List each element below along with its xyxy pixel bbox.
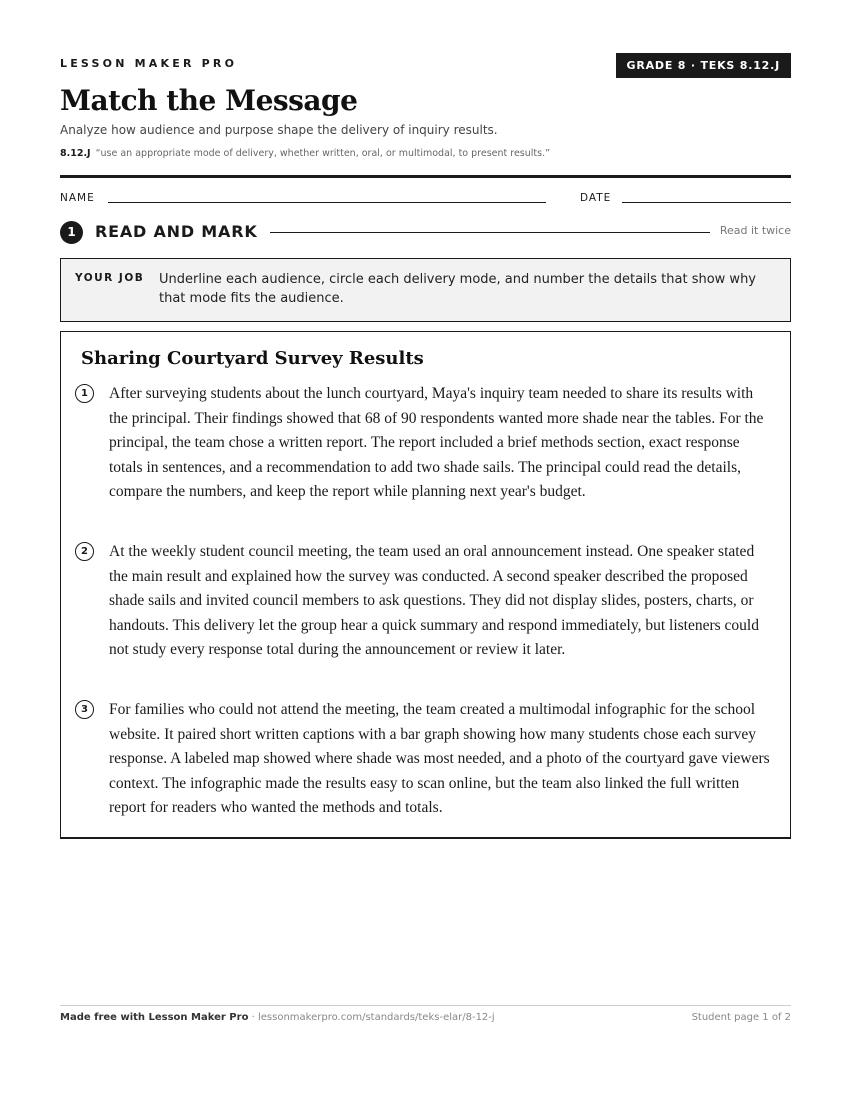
- section-title: READ AND MARK: [95, 222, 258, 241]
- paragraph-number-badge: 2: [75, 542, 94, 561]
- passage-box: [60, 331, 791, 839]
- section-title-rule: [270, 232, 710, 233]
- footer-page-number: Student page 1 of 2: [691, 1012, 791, 1023]
- paragraph-number-badge: 1: [75, 384, 94, 403]
- your-job-instructions: Underline each audience, circle each delivery mode, and number the details that show why that mode fits the audience.: [159, 272, 756, 306]
- standard-text: “use an appropriate mode of delivery, whether written, oral, or multimodal, to present results.”: [95, 148, 551, 159]
- your-job-label: YOUR JOB: [75, 272, 145, 284]
- grade-badge: GRADE 8 · TEKS 8.12.J: [616, 53, 791, 78]
- footer-separator: ·: [248, 1012, 258, 1023]
- name-label: NAME: [60, 192, 95, 204]
- footer-credit: [60, 1012, 495, 1023]
- footer-url-link[interactable]: lessonmakerpro.com/standards/teks-elar/8-12-j: [257, 1012, 495, 1023]
- name-field-line[interactable]: [108, 202, 546, 203]
- page-title: Match the Message: [60, 84, 358, 117]
- worksheet-page: [60, 0, 791, 1100]
- page-subtitle: Analyze how audience and purpose shape the delivery of inquiry results.: [60, 123, 498, 137]
- standard-line: [60, 148, 550, 159]
- footer-made-with: Made free with Lesson Maker Pro: [60, 1012, 249, 1023]
- brand-name: LESSON MAKER PRO: [60, 57, 238, 70]
- paragraph-text: For families who could not attend the meeting, the team created a multimodal infographic for the school website. It paired short written captions with a bar graph showing how many students chose each survey response. A labeled map showed where shade was most needed, and a photo of the courtyard gave viewers context. The infographic made the results easy to scan online, but the team also linked the full written report for readers who wanted the methods and totals.: [109, 701, 770, 817]
- section-note: Read it twice: [719, 224, 791, 237]
- your-job-box: [60, 258, 791, 322]
- section-number-badge: 1: [60, 221, 83, 244]
- standard-code: 8.12.J: [60, 148, 91, 159]
- passage-title: Sharing Courtyard Survey Results: [81, 348, 424, 369]
- paragraph-text: After surveying students about the lunch courtyard, Maya's inquiry team needed to share its results with the principal. Their findings showed that 68 of 90 respondents wanted more shade near the tables. For the principal, the team chose a written report. The report included a brief methods section, exact response totals in sentences, and a recommendation to add two shade sails. The principal could read the details, compare the numbers, and keep the report while planning next year's budget.: [109, 385, 764, 501]
- paragraph-number-badge: 3: [75, 700, 94, 719]
- date-label: DATE: [580, 192, 612, 204]
- date-field-line[interactable]: [622, 202, 791, 203]
- header-divider: [60, 175, 791, 178]
- paragraph-text: At the weekly student council meeting, the team used an oral announcement instead. One speaker stated the main result and explained how the survey was conducted. A second speaker described the proposed shade sails and invited council members to ask questions. They did not display slides, posters, charts, or handouts. This delivery let the group hear a quick summary and respond immediately, but listeners could not study every response total during the announcement or review it later.: [109, 543, 759, 659]
- footer-divider: [60, 1005, 791, 1006]
